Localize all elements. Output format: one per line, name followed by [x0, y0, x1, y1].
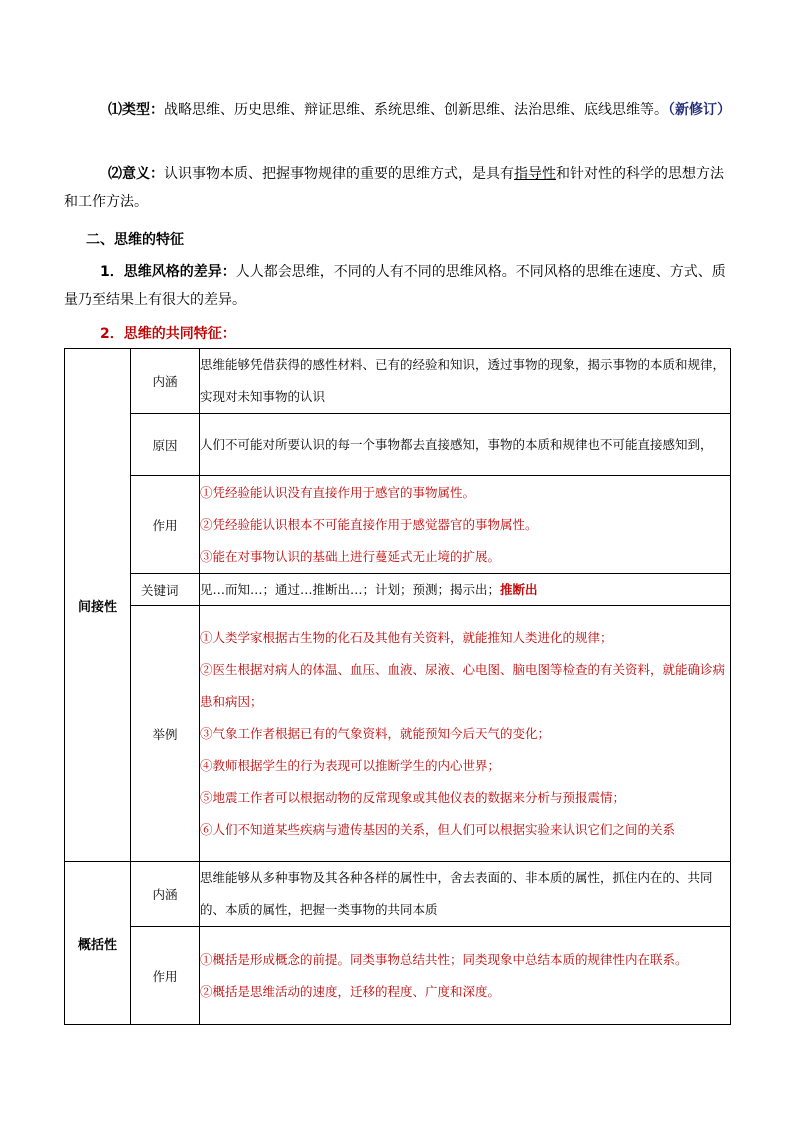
meaning-colon: ：: [150, 166, 164, 182]
label-connotation: 内涵: [131, 349, 200, 414]
list-item: ⑤地震工作者可以根据动物的反常现象或其他仪表的数据来分析与预报震情；: [200, 789, 626, 805]
table-row: [65, 927, 731, 1025]
meaning-num: ⑵: [108, 166, 122, 182]
category-indirect: 间接性: [65, 349, 131, 862]
type-paragraph: [64, 96, 732, 124]
table-row: [65, 414, 731, 476]
label-keywords: 关键词: [141, 582, 179, 598]
indirect-effect-list: [200, 476, 731, 574]
type-num: ⑴: [108, 102, 122, 118]
keywords-bold: 推断出: [500, 581, 538, 597]
list-item: ①人类学家根据古生物的化石及其他有关资料，就能推知人类进化的规律；: [200, 629, 613, 645]
section-title-text: 二、思维的特征: [86, 232, 184, 248]
list-item: ④教师根据学生的行为表现可以推断学生的内心世界；: [200, 757, 501, 773]
list-item: ③气象工作者根据已有的气象资料，就能预知今后天气的变化；: [200, 725, 551, 741]
table-row: [65, 862, 731, 927]
label-effect: 作用: [131, 476, 200, 574]
list-item: ②概括是思维活动的速度，迁移的程度、广度和深度。: [200, 983, 501, 999]
label-reason: 原因: [131, 414, 200, 476]
table-row: [65, 349, 731, 414]
indirect-keywords: [200, 574, 731, 606]
meaning-label: 意义: [122, 166, 150, 182]
table-row: [65, 476, 731, 574]
label-examples: 举例: [131, 606, 200, 862]
table-row: [65, 606, 731, 862]
style-label: 1．思维风格的差异: [100, 264, 222, 280]
keywords-text: 见…而知…；通过…推断出…；计划；预测；揭示出；: [200, 581, 501, 597]
type-colon: ：: [150, 102, 164, 118]
list-item: ①凭经验能认识没有直接作用于感官的事物属性。: [200, 484, 476, 500]
table-row: [65, 574, 731, 606]
label-effect: 作用: [131, 927, 200, 1025]
list-item: ②凭经验能认识根本不可能直接作用于感觉器官的事物属性。: [200, 516, 538, 532]
style-paragraph: [64, 258, 732, 314]
label-connotation: 内涵: [131, 862, 200, 927]
type-text: 战略思维、历史思维、辩证思维、系统思维、创新思维、法治思维、底线思维等。: [164, 102, 668, 118]
section-title: [64, 226, 732, 254]
revision-note: （新修订）: [668, 102, 731, 118]
meaning-text-b: 和针对性的科学的思想方法和工作方法。: [64, 166, 724, 210]
meaning-text-a: 认识事物本质、把握事物规律的重要的思维方式，是具有: [164, 166, 514, 182]
style-text: 人人都会思维，不同的人有不同的思维风格。不同风格的思维在速度、方式、质量乃至结果上有很大的差异。: [64, 264, 726, 308]
indirect-connotation-text: 思维能够凭借获得的感性材料、已有的经验和知识，透过事物的现象，揭示事物的本质和规律，实现对未知事物的认识: [200, 349, 731, 414]
general-effect-list: [200, 927, 731, 1025]
common-features-text: 2．思维的共同特征：: [100, 326, 236, 342]
list-item: ②医生根据对病人的体温、血压、血液、尿液、心电图、脑电图等检查的有关资料，就能确诊病患和病因；: [200, 661, 726, 709]
category-general: 概括性: [65, 862, 131, 1025]
list-item: ③能在对事物认识的基础上进行蔓延式无止境的扩展。: [200, 548, 501, 564]
general-connotation-text: 思维能够从多种事物及其各种各样的属性中，舍去表面的、非本质的属性，抓住内在的、共同的、本质的属性，把握一类事物的共同本质: [200, 862, 731, 927]
indirect-reason-text: 人们不可能对所要认识的每一个事物都去直接感知，事物的本质和规律也不可能直接感知到，: [200, 414, 731, 476]
list-item: ⑥人们不知道某些疾病与遗传基因的关系，但人们可以根据实验来认识它们之间的关系: [200, 821, 676, 837]
indirect-examples-list: [200, 606, 731, 862]
style-colon: ：: [221, 264, 236, 280]
meaning-underlined: 指导性: [514, 166, 556, 182]
type-label: 类型: [122, 102, 150, 118]
features-table: [64, 348, 731, 1025]
meaning-paragraph: [64, 160, 732, 216]
list-item: ①概括是形成概念的前提。同类事物总结共性；同类现象中总结本质的规律性内在联系。: [200, 951, 688, 967]
common-features-heading: [64, 320, 732, 348]
